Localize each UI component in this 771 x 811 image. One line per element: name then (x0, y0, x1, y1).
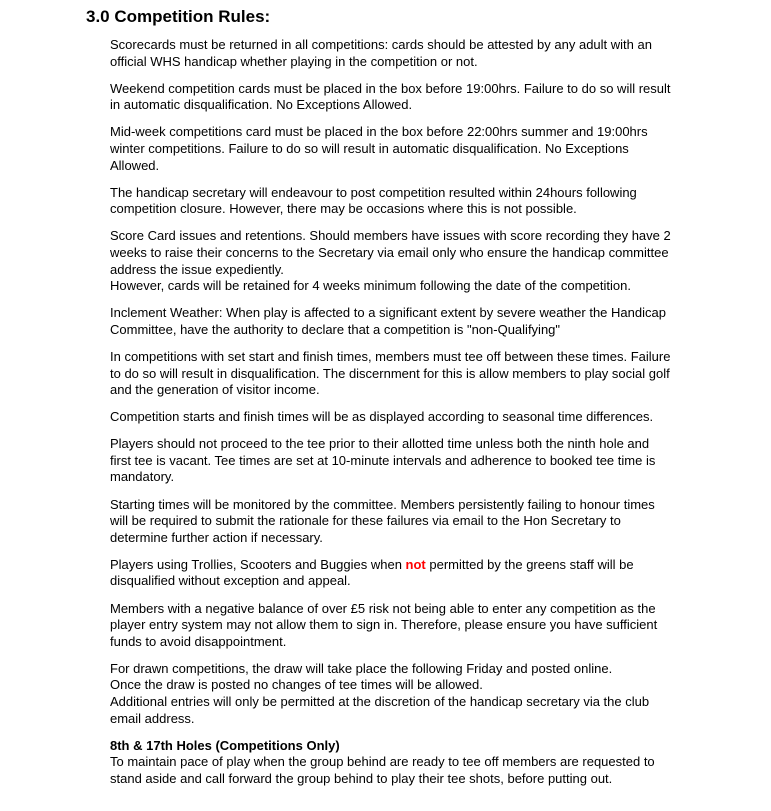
rule-line: and the generation of visitor income. (110, 382, 320, 398)
rule-line: For drawn competitions, the draw will take place the following Friday and posted online. (110, 660, 613, 676)
rule-line: Competition starts and finish times will be as displayed according to seasonal time differences. (110, 409, 654, 425)
rule-paragraph (110, 436, 710, 486)
emphasis-not: not (405, 556, 426, 572)
section-title: 3.0 Competition Rules: (86, 7, 271, 26)
rule-line (110, 557, 710, 574)
rule-line: disqualified without exception and appeal. (110, 573, 351, 589)
rule-line: Scorecards must be returned in all competitions: cards should be attested by any adult with an (110, 37, 652, 52)
rule-line: Starting times will be monitored by the committee. Members persistently failing to honour times (110, 496, 655, 512)
rule-paragraph (110, 185, 710, 218)
rule-paragraph (110, 305, 710, 338)
rule-line: official WHS handicap whether playing in the competition or not. (110, 53, 478, 69)
rule-line: However, cards will be retained for 4 weeks minimum following the date of the competition. (110, 278, 631, 294)
rule-line: weeks to raise their concerns to the Secretary via email only who ensure the handicap committee (110, 244, 669, 260)
rules-content (110, 37, 710, 798)
rule-text-after: permitted by the greens staff will be (425, 556, 634, 572)
rule-line: Mid-week competitions card must be placed in the box before 22:00hrs summer and 19:00hrs (110, 124, 648, 140)
rule-line: Members with a negative balance of over £5 risk not being able to enter any competition as the (110, 600, 656, 616)
holes-rule-title: 8th & 17th Holes (Competitions Only) (110, 737, 340, 753)
rule-line: The handicap secretary will endeavour to post competition resulted within 24hours following (110, 184, 637, 200)
rule-line: Committee, have the authority to declare that a competition is "non-Qualifying" (110, 321, 561, 337)
rule-line: funds to avoid disappointment. (110, 633, 287, 649)
rule-paragraph (110, 661, 710, 727)
rule-paragraph (110, 228, 710, 294)
rule-line: Weekend competition cards must be placed in the box before 19:00hrs. Failure to do so will result (110, 80, 671, 96)
rule-line: in automatic disqualification. No Exceptions Allowed. (110, 97, 413, 113)
rule-paragraph-holes (110, 738, 710, 788)
rule-paragraph (110, 124, 710, 174)
rule-line: Score Card issues and retentions. Should members have issues with score recording they have 2 (110, 228, 671, 244)
rule-line: first tee is vacant. Tee times are set at 10-minute intervals and adherence to booked tee time is (110, 452, 656, 468)
rule-line: will be required to submit the rationale for these failures via email to the Hon Secretary to (110, 513, 621, 529)
rule-paragraph (110, 409, 710, 426)
rule-line: Allowed. (110, 157, 160, 173)
rule-line: To maintain pace of play when the group behind are ready to tee off members are requested to (110, 754, 655, 770)
rule-paragraph (110, 497, 710, 547)
rule-line: determine further action if necessary. (110, 529, 323, 545)
rule-line: Players should not proceed to the tee prior to their allotted time unless both the ninth hole and (110, 436, 650, 452)
rule-line: Inclement Weather: When play is affected to a significant extent by severe weather the Handicap (110, 305, 666, 321)
rule-line: mandatory. (110, 469, 175, 485)
rule-line: winter competitions. Failure to do so will result in automatic disqualification. No Exceptions (110, 140, 629, 156)
rule-paragraph (110, 37, 710, 70)
rule-paragraph (110, 601, 710, 651)
rule-line: stand aside and call forward the group behind to play their tee shots, before putting out. (110, 770, 613, 786)
rule-paragraph (110, 349, 710, 399)
rules-paragraphs-after (110, 601, 710, 728)
rule-line: player entry system may not allow them to sign in. Therefore, please ensure you have sufficient (110, 617, 658, 633)
rule-line: address the issue expediently. (110, 261, 284, 277)
rule-line: to do so will result in disqualification. The discernment for this is allow members to play social golf (110, 365, 670, 381)
rule-line: Once the draw is posted no changes of tee times will be allowed. (110, 677, 483, 693)
rule-text-before: Players using Trollies, Scooters and Buggies when (110, 556, 406, 572)
rule-line: email address. (110, 710, 195, 726)
rule-paragraph-trolleys (110, 557, 710, 590)
rules-paragraphs (110, 37, 710, 546)
rule-line: In competitions with set start and finish times, members must tee off between these times. Failure (110, 348, 671, 364)
rule-paragraph (110, 81, 710, 114)
rule-line: competition closure. However, there may be occasions where this is not possible. (110, 201, 577, 217)
rule-line: Additional entries will only be permitted at the discretion of the handicap secretary via the club (110, 694, 650, 709)
